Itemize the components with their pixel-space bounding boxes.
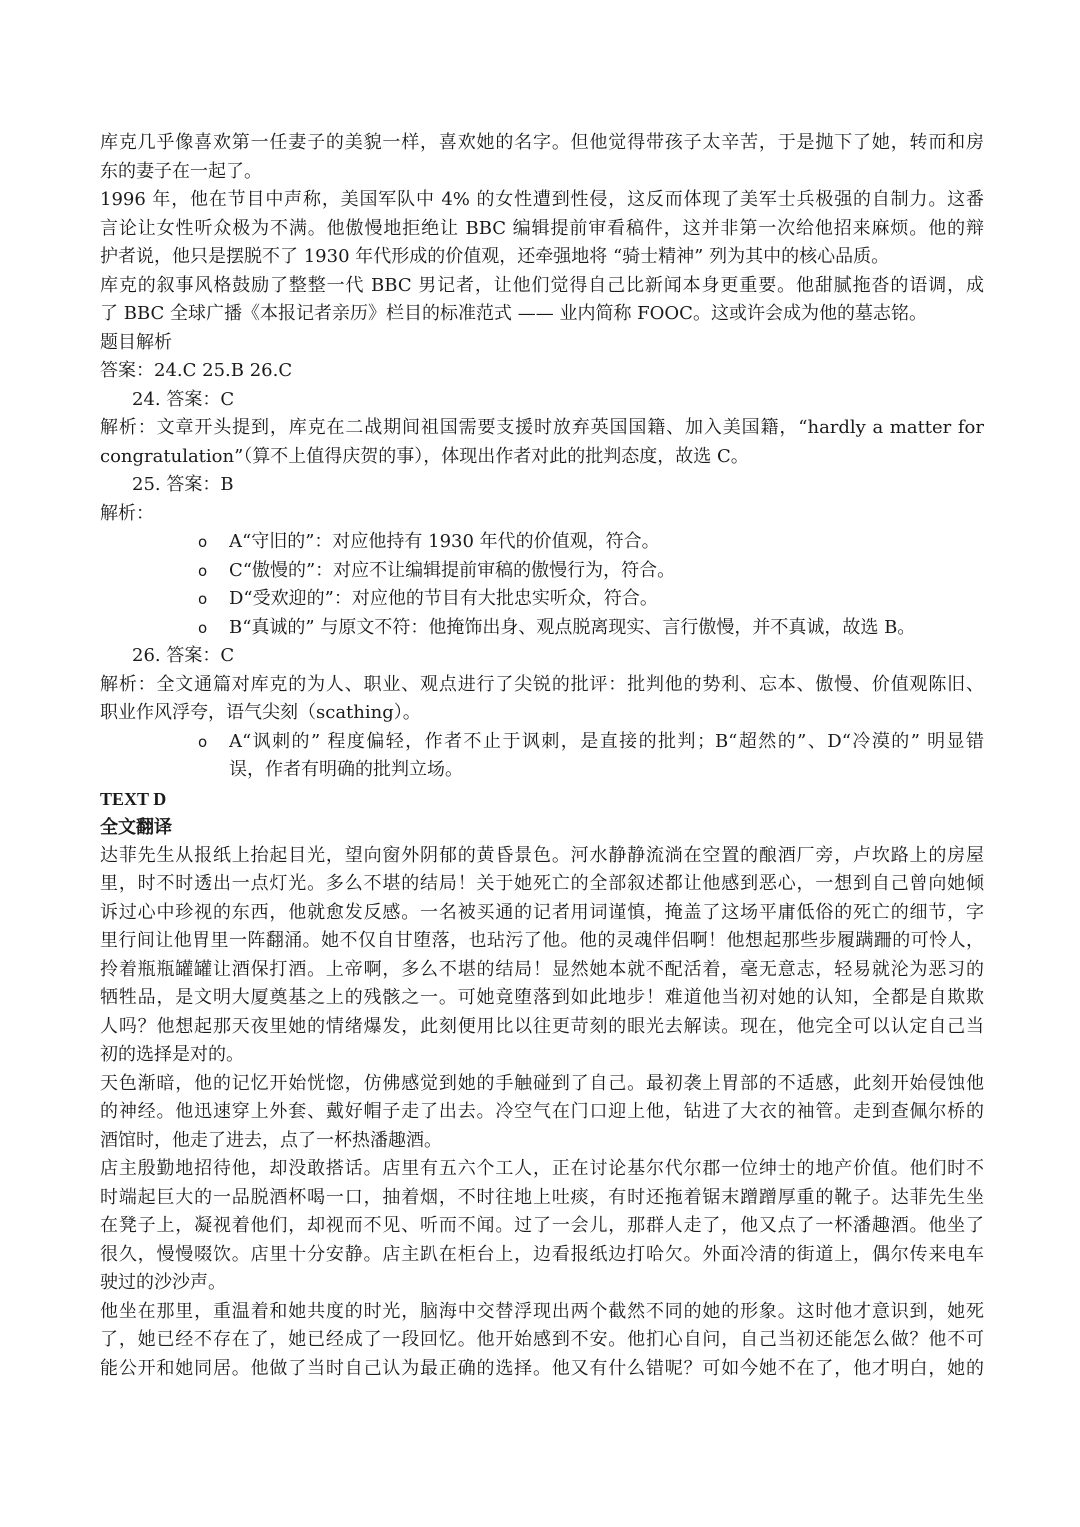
bullet-text: B“真诚的” 与原文不符：他掩饰出身、观点脱离现实、言行傲慢，并不真诚，故选 B。 bbox=[229, 616, 916, 638]
paragraph-line: 库克几乎像喜欢第一任妻子的美貌一样，喜欢她的名字。但他觉得带孩子太辛苦，于是抛下了她，转而和房 bbox=[100, 132, 984, 153]
paragraph-line: 人吗？他想起那天夜里她的情绪爆发，此刻便用比以往更苛刻的眼光去解读。现在，他完全可以认定自己当 bbox=[100, 1015, 984, 1037]
translation-heading: 全文翻译 bbox=[100, 817, 172, 837]
paragraph-line: 很久，慢慢啜饮。店里十分安静。店主趴在柜台上，边看报纸边打哈欠。外面冷清的街道上，偶尔传来电车 bbox=[100, 1243, 984, 1265]
answer-25: 25. 答案：B bbox=[132, 474, 234, 495]
analysis-line: congratulation”（算不上值得庆贺的事），体现出作者对此的批判态度，故选 C。 bbox=[100, 445, 749, 467]
paragraph-line: 言论让女性听众极为不满。他傲慢地拒绝让 BBC 编辑提前审看稿件，这并非第一次给他招来麻烦。他的辩 bbox=[100, 217, 984, 239]
paragraph-line: 天色渐暗，他的记忆开始恍惚，仿佛感觉到她的手触碰到了自己。最初袭上胃部的不适感，此刻开始侵蚀他 bbox=[100, 1072, 984, 1094]
paragraph-line: 初的选择是对的。 bbox=[100, 1044, 244, 1065]
analysis-label: 解析： bbox=[100, 502, 154, 524]
paragraph-line: 达菲先生从报纸上抬起目光，望向窗外阴郁的黄昏景色。河水静静流淌在空置的酿酒厂旁，卢坎路上的房屋 bbox=[100, 844, 984, 866]
paragraph-line: 驶过的沙沙声。 bbox=[100, 1272, 226, 1293]
paragraph-line: 东的妻子在一起了。 bbox=[100, 160, 262, 182]
bullet-item bbox=[100, 614, 984, 643]
answer-26: 26. 答案：C bbox=[132, 645, 235, 666]
bullet-icon: o bbox=[198, 732, 208, 751]
paragraph-line: 他坐在那里，重温着和她共度的时光，脑海中交替浮现出两个截然不同的她的形象。这时他才意识到，她死 bbox=[100, 1300, 984, 1322]
bullet-text: C“傲慢的”：对应不让编辑提前审稿的傲慢行为，符合。 bbox=[229, 559, 676, 581]
bullet-icon: o bbox=[198, 533, 208, 551]
paragraph-line: 1996 年，他在节目中声称，美国军队中 4% 的女性遭到性侵，这反而体现了美军士兵极强的自制力。这番 bbox=[100, 189, 984, 210]
paragraph-line: 了 BBC 全球广播《本报记者亲历》栏目的标准范式 —— 业内简称 FOOC。这或许会成为他的墓志铭。 bbox=[100, 303, 927, 324]
paragraph-line: 库克的叙事风格鼓励了整整一代 BBC 男记者，让他们觉得自己比新闻本身更重要。他甜腻拖沓的语调，成 bbox=[100, 274, 984, 296]
paragraph-line: 牺牲品，是文明大厦奠基之上的残骸之一。可她竟堕落到如此地步！难道他当初对她的认知，全都是自欺欺 bbox=[100, 987, 984, 1008]
paragraph-line: 诉过心中珍视的东西，他就愈发反感。一名被买通的记者用词谨慎，掩盖了这场平庸低俗的死亡的细节，字 bbox=[100, 901, 984, 923]
paragraph-line: 护者说，他只是摆脱不了 1930 年代形成的价值观，还牵强地将 “骑士精神” 列为其中的核心品质。 bbox=[100, 246, 890, 267]
paragraph-line: 了，她已经不存在了，她已经成了一段回忆。他开始感到不安。他扪心自问，自己当初还能怎么做？他不可 bbox=[100, 1329, 984, 1350]
bullet-icon: o bbox=[198, 618, 208, 637]
paragraph-line: 酒馆时，他走了进去，点了一杯热潘趣酒。 bbox=[100, 1129, 442, 1151]
bullet-item bbox=[100, 728, 984, 757]
bullet-item bbox=[100, 528, 984, 557]
bullet-item bbox=[100, 585, 984, 614]
paragraph-line: 里，时不时透出一点灯光。多么不堪的结局！关于她死亡的全部叙述都让他感到恶心，一想到自己曾向她倾 bbox=[100, 873, 984, 894]
text-d-heading: TEXT D bbox=[100, 788, 167, 809]
answer-24: 24. 答案：C bbox=[132, 388, 235, 410]
paragraph-line: 拎着瓶瓶罐罐让酒保打酒。上帝啊，多么不堪的结局！显然她本就不配活着，毫无意志，轻易就沦为恶习的 bbox=[100, 958, 984, 980]
section-heading: 题目解析 bbox=[100, 331, 172, 353]
analysis-line: 解析：文章开头提到，库克在二战期间祖国需要支援时放弃英国国籍、加入美国籍，“hardly a matter for bbox=[100, 417, 984, 438]
bullet-continuation: 误，作者有明确的批判立场。 bbox=[229, 759, 463, 780]
bullet-icon: o bbox=[198, 561, 208, 580]
paragraph-line: 的神经。他迅速穿上外套、戴好帽子走了出去。冷空气在门口迎上他，钻进了大衣的袖管。走到查佩尔桥的 bbox=[100, 1101, 984, 1122]
paragraph-line: 店主殷勤地招待他，却没敢搭话。店里有五六个工人，正在讨论基尔代尔郡一位绅士的地产价值。他们时不 bbox=[100, 1158, 984, 1179]
analysis-line: 解析：全文通篇对库克的为人、职业、观点进行了尖锐的批评：批判他的势利、忘本、傲慢、价值观陈旧、 bbox=[100, 673, 984, 695]
paragraph-line: 里行间让他胃里一阵翻涌。她不仅自甘堕落，也玷污了他。他的灵魂伴侣啊！他想起那些步履蹒跚的可怜人， bbox=[100, 930, 984, 951]
bullet-text: A“讽刺的” 程度偏轻，作者不止于讽刺，是直接的批判；B“超然的”、D“冷漠的” 明显错 bbox=[229, 730, 984, 752]
bullet-icon: o bbox=[198, 590, 208, 608]
bullet-item bbox=[100, 557, 984, 586]
analysis-line: 职业作风浮夸，语气尖刻（scathing）。 bbox=[100, 702, 421, 723]
answer-summary: 答案：24.C 25.B 26.C bbox=[100, 360, 293, 381]
paragraph-line: 在凳子上，凝视着他们，却视而不见、听而不闻。过了一会儿，那群人走了，他又点了一杯潘趣酒。他坐了 bbox=[100, 1215, 984, 1236]
paragraph-line: 时端起巨大的一品脱酒杯喝一口，抽着烟，不时往地上吐痰，有时还拖着锯末蹭蹭厚重的靴子。达菲先生坐 bbox=[100, 1186, 984, 1208]
bullet-text: A“守旧的”：对应他持有 1930 年代的价值观，符合。 bbox=[229, 531, 660, 552]
paragraph-line: 能公开和她同居。他做了当时自己认为最正确的选择。他又有什么错呢？可如今她不在了，他才明白，她的 bbox=[100, 1357, 984, 1379]
bullet-text: D“受欢迎的”：对应他的节目有大批忠实听众，符合。 bbox=[229, 588, 658, 609]
